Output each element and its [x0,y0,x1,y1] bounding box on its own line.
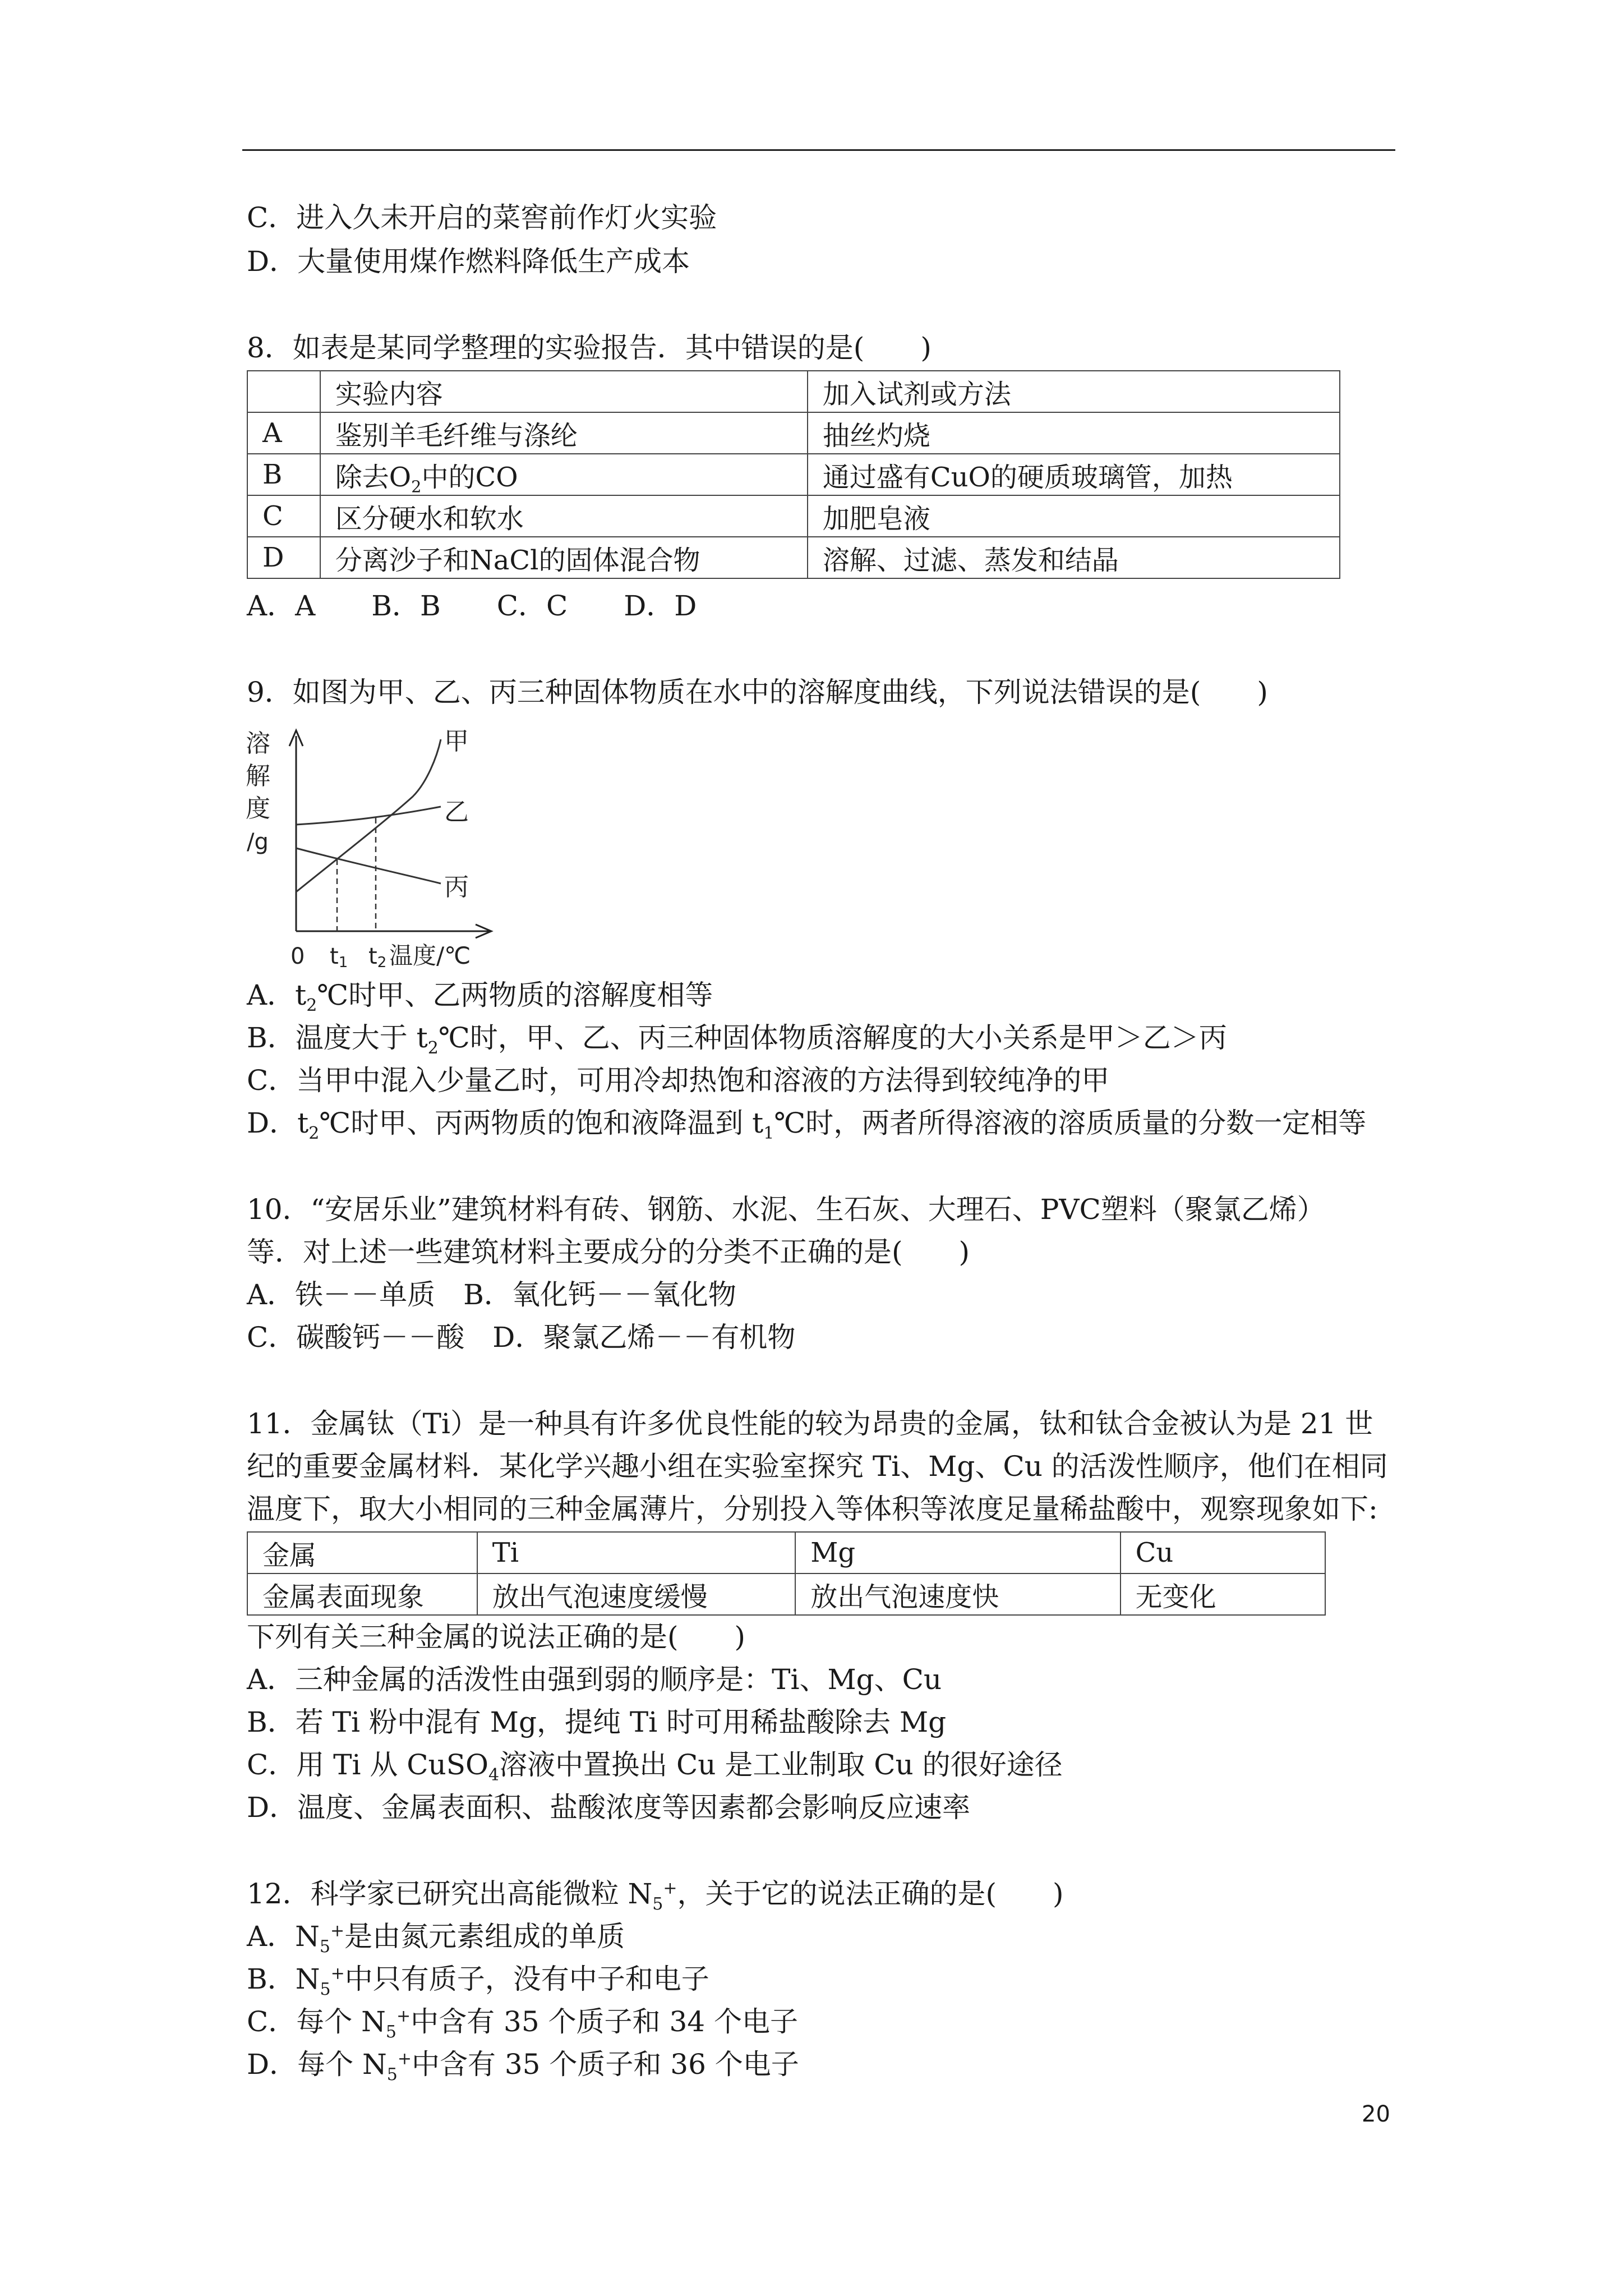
subscript: 2 [306,996,317,1015]
table-row [247,1573,1325,1615]
text-part: 中含有 35 个质子和 36 个电子 [411,2048,799,2081]
subscript: 5 [386,2065,398,2085]
subscript: 5 [319,1937,330,1957]
q8-table [247,370,1340,579]
q8-stem: 8．如表是某同学整理的实验报告．其中错误的是( ) [247,332,932,364]
table-cell: B [247,454,320,495]
table-cell [247,371,320,412]
table-row [247,495,1340,537]
q11-table [247,1531,1326,1616]
text-part: ℃时，甲、乙、丙三种固体物质溶解度的大小关系是甲＞乙＞丙 [438,1022,1227,1054]
table-cell: 金属表面现象 [247,1573,477,1615]
table-row [247,537,1340,578]
text-part: A．t [247,979,307,1011]
table-cell: 区分硬水和软水 [320,495,808,537]
y-label-char: 解 [246,762,270,790]
q10-stem-line1: 10．“安居乐业”建筑材料有砖、钢筋、水泥、生石灰、大理石、PVC塑料（聚氯乙烯） [247,1193,1325,1226]
t2-label [368,944,386,970]
y-label-char: 溶 [246,729,270,758]
curve-label-bing: 丙 [444,873,469,901]
t1-subscript: 1 [338,954,348,970]
q12-option-a [247,1915,625,1958]
table-row [247,1532,1325,1573]
table-row [247,454,1340,495]
text-part: C．用 Ti 从 CuSO [247,1749,488,1781]
q11-stem-line3: 温度下，取大小相同的三种金属薄片，分别投入等体积等浓度足量稀盐酸中，观察现象如下: [247,1493,1378,1525]
solubility-curve-graph [245,724,502,970]
q11-stem-line1: 11．金属钛（Ti）是一种具有许多优良性能的较为昂贵的金属，钛和钛合金被认为是 21 世 [247,1407,1373,1440]
table-cell: Cu [1121,1532,1325,1573]
table-cell: 加入试剂或方法 [808,371,1340,412]
text-part: 12．科学家已研究出高能微粒 N [247,1878,653,1910]
q12-option-d [247,2043,799,2086]
table-cell: 抽丝灼烧 [808,412,1340,454]
superscript: + [396,2006,411,2026]
q10-options-cd: C．碳酸钙－－酸 D．聚氯乙烯－－有机物 [247,1321,796,1354]
superscript: + [663,1878,677,1898]
table-cell: 实验内容 [320,371,808,412]
superscript: + [330,1963,345,1984]
text-part: ℃时甲、乙两物质的溶解度相等 [317,979,713,1011]
q11-option-d: D．温度、金属表面积、盐酸浓度等因素都会影响反应速率 [247,1791,971,1824]
text-part: ，关于它的说法正确的是( ) [677,1878,1064,1910]
table-cell: D [247,537,320,578]
q9-option-a [247,974,713,1016]
table-cell: 无变化 [1121,1573,1325,1615]
subscript: 5 [652,1894,663,1914]
q10-stem-line2: 等．对上述一些建筑材料主要成分的分类不正确的是( ) [247,1236,970,1268]
curve-label-yi: 乙 [444,798,469,826]
text-part: 除去O [335,461,412,493]
table-cell: C [247,495,320,537]
q11-option-c [247,1743,1063,1786]
text-part: 溶液中置换出 Cu 是工业制取 Cu 的很好途径 [499,1749,1063,1781]
origin-label: 0 [291,944,305,969]
q11-stem-line2: 纪的重要金属材料．某化学兴趣小组在实验室探究 Ti、Mg、Cu 的活泼性顺序，他们在相同 [247,1450,1388,1483]
subscript: 2 [411,477,422,496]
curve-jia [296,739,441,892]
y-label-char: 度 [246,794,270,823]
text-part: ℃时，两者所得溶液的溶质质量的分数一定相等 [774,1107,1367,1139]
table-cell: 放出气泡速度快 [795,1573,1120,1615]
text-part: 是由氮元素组成的单质 [344,1920,625,1953]
q7-option-d: D．大量使用煤作燃料降低生产成本 [247,245,690,278]
text-part: 中只有质子，没有中子和电子 [344,1963,709,1995]
text-part: C．每个 N [247,2005,386,2038]
subscript: 2 [427,1038,439,1058]
table-cell: 加肥皂液 [808,495,1340,537]
q11-option-b: B．若 Ti 粉中混有 Mg，提纯 Ti 时可用稀盐酸除去 Mg [247,1706,947,1738]
text-part: D．t [247,1107,309,1139]
table-cell: 放出气泡速度缓慢 [477,1573,796,1615]
page-number: 20 [1362,2101,1390,2127]
table-cell: 分离沙子和NaCl的固体混合物 [320,537,808,578]
q12-option-b [247,1958,709,2000]
q9-option-d [247,1102,1366,1144]
q9-stem: 9．如图为甲、乙、丙三种固体物质在水中的溶解度曲线，下列说法错误的是( ) [247,676,1268,708]
curve-yi [296,807,441,825]
table-row [247,371,1340,412]
subscript: 1 [763,1124,774,1143]
table-cell: 通过盛有CuO的硬质玻璃管，加热 [808,454,1340,495]
q9-option-c: C．当甲中混入少量乙时，可用冷却热饱和溶液的方法得到较纯净的甲 [247,1064,1110,1097]
subscript: 2 [308,1124,320,1143]
text-part: B．N [247,1963,320,1995]
q12-option-c [247,2000,798,2043]
table-cell [320,454,808,495]
q9-option-b [247,1016,1227,1059]
subscript: 5 [320,1980,331,1999]
curve-bing [296,848,441,884]
q11-option-a: A．三种金属的活泼性由强到弱的顺序是：Ti、Mg、Cu [247,1663,942,1696]
t1-label [330,944,348,970]
header-rule [242,149,1395,151]
table-cell: Ti [477,1532,796,1573]
q11-question: 下列有关三种金属的说法正确的是( ) [247,1621,746,1653]
superscript: + [330,1921,345,1941]
text-part: B．温度大于 t [247,1022,428,1054]
y-label-char: /g [247,829,269,855]
superscript: + [397,2049,412,2069]
text-part: A．N [247,1920,320,1953]
subscript: 4 [488,1765,500,1785]
text-part: ℃时甲、丙两物质的饱和液降温到 t [319,1107,764,1139]
text-part: 中含有 35 个质子和 34 个电子 [411,2005,798,2038]
table-cell: 金属 [247,1532,477,1573]
q12-stem [247,1872,1064,1915]
table-cell: A [247,412,320,454]
q8-options: A．A B．B C．C D．D [247,590,697,622]
t2-text: t [368,944,377,969]
table-cell: 鉴别羊毛纤维与涤纶 [320,412,808,454]
q7-option-c: C．进入久未开启的菜窖前作灯火实验 [247,201,717,234]
text-part: 中的CO [421,461,518,493]
x-axis-label: 温度/℃ [389,942,471,969]
text-part: D．每个 N [247,2048,387,2081]
subscript: 5 [385,2022,396,2042]
t2-subscript: 2 [377,954,387,970]
t1-text: t [330,944,339,969]
table-cell: Mg [795,1532,1120,1573]
curve-label-jia: 甲 [444,727,469,756]
table-cell: 溶解、过滤、蒸发和结晶 [808,537,1340,578]
q10-options-ab: A．铁－－单质 B．氧化钙－－氧化物 [247,1278,736,1311]
table-row [247,412,1340,454]
